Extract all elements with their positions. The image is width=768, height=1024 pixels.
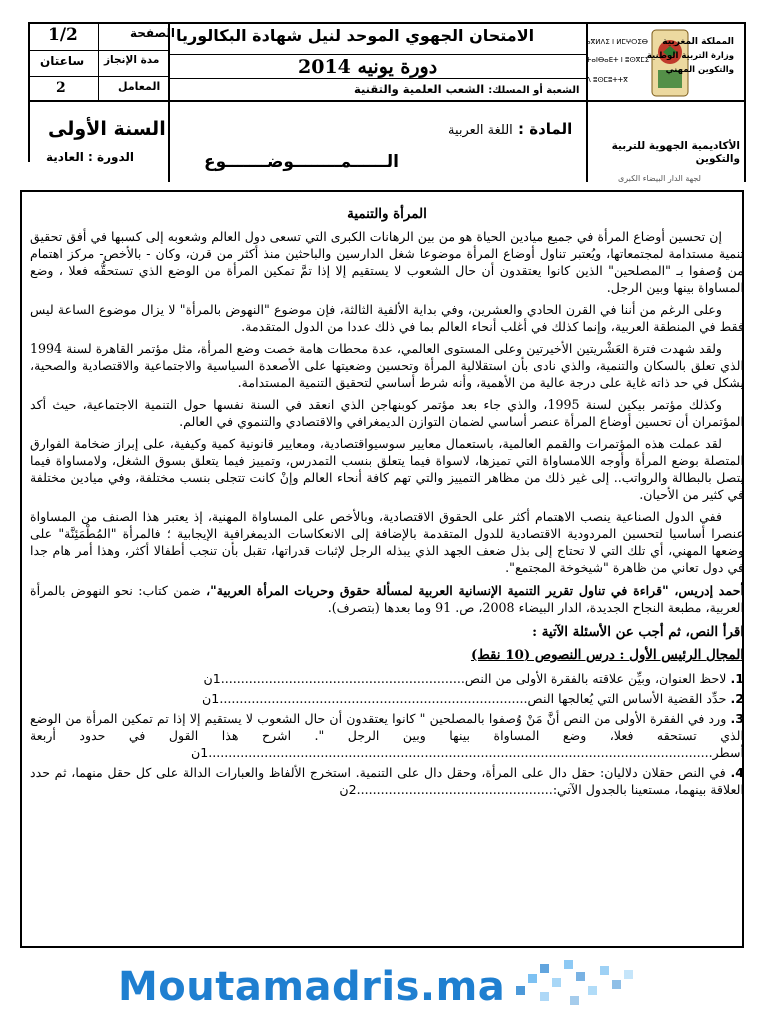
branch-value: الشعب العلمية والتقنية <box>354 82 485 96</box>
year-label: السنة الأولى <box>48 118 166 140</box>
coef-value: 2 <box>56 80 66 96</box>
page-label: الصفحة <box>130 26 176 40</box>
header-divider <box>168 54 586 55</box>
duration-label: مدة الإنجاز <box>104 54 160 66</box>
text-paragraph-6: ففي الدول الصناعية ينصب الاهتمام أكثر على الحقوق الاقتصادية، وبالأخص على المساواة المهنية، إذ يعتبر هذا الصنف من المساواة عنصرا أساسيا لتحسين المردودية الاقتصادية للدول المتقدمة بالإضافة إلى الانعكاسات الديمغرافية الإيجابية ؛ فالمرأة "المُطْمَئِنَّة" على وضعها المهني، أي تلك التي لا تحتاج إلى بذل ضعف الجهد الذي يبذله الرجل لإثبات قدراتها، تقبل بأن تنجب أطفالا أكثر، وهذا أمر هام جدا في دول تعاني من ظاهرة "شيخوخة المجتمع". <box>30 509 744 575</box>
duration-value: ساعتان <box>40 54 85 68</box>
branch-info <box>354 82 579 96</box>
coef-label: المعامل <box>118 80 161 93</box>
text-title: المرأة والتنمية <box>347 206 427 222</box>
exam-content <box>30 206 744 801</box>
svg-text:ⴰⴳⵍⴷⵉ ⵏ ⵍⵎⵖⵔⵉⴱ: ⴰⴳⵍⴷⵉ ⵏ ⵍⵎⵖⵔⵉⴱ <box>586 38 648 46</box>
question-3: 3. ورد في الفقرة الأولى من النص أنَّ مَنْ وُصفوا بالمصلحين " كانوا يعتقدون أن حال الشعوب لا يستقيم إلا إذا تم تمكين المرأة من الوضع الذي تستحقه فعلا، وضع المساواة بينها وبين الرجل ". اشرح هذا القول في حدود أربعة أسطر..............................................................................................................................1ن <box>30 711 744 760</box>
svg-text:ⵜⴰⵏⴱⴰⴹⵜ ⵏ ⵓⵙⴳⵎⵉ: ⵜⴰⵏⴱⴰⴹⵜ ⵏ ⵓⵙⴳⵎⵉ <box>586 56 650 64</box>
field-heading: المجال الرئيس الأول : درس النصوص (10 نقط) <box>470 647 744 663</box>
reference-details: ضمن كتاب: نحو النهوض بالمرأة العربية، مطبعة النجاح الجديدة، الدار البيضاء 2008، ص. 91 وما بعدها (بتصرف). <box>30 583 744 615</box>
branch-label: الشعبة أو المسلك: <box>488 85 580 96</box>
text-paragraph-1: إن تحسين أوضاع المرأة في جميع ميادين الحياة هو من بين الرهانات الكبرى التي تسعى دول العالم وشعوبه إلى كسبها في أفق تحقيق تنمية مستدامة لمجتمعاتها، ويُعتبر تناول أوضاع المرأة موضوعا شغل الدارسين والباحثين منذ أكثر من قرن، وكان - بالأخص- مركز اهتمام من وُصفوا بـ "المصلحين" الذين كانوا يعتقدون أن حال الشعوب لا يستقيم إلا إذا تمَّ تمكين المرأة من الوضع الذي تستحقُّه فعلا ، وضع المساواة بينها وبين الرجل. <box>30 229 744 295</box>
header-right-border <box>744 22 746 182</box>
question-4: 4. في النص حقلان دلاليان: حقل دال على المرأة، وحقل دال على التنمية. استخرج الألفاظ والعبارات الدالة على كل حقل منهما، ثم حدد العلاقة بينهما، مستعينا بالجدول الآتي:.................................................2ن <box>30 765 744 797</box>
question-points: 2ن <box>339 782 357 797</box>
ministry-logo <box>582 26 738 114</box>
svg-text:وزارة التربية الوطنية: وزارة التربية الوطنية <box>646 51 734 61</box>
text-paragraph-3: ولقد شهدت فترة العَشْريتين الأخيرتين وعلى المستوى العالمي، عدة محطات هامة خصت وضع المرأة، مثل مؤتمر القاهرة لسنة 1994 الذي تعلق بالسكان والتنمية، والذي نادى بأن استقلالية المرأة وتحسين وضعيتها على الأصعدة السياسية والاجتماعية والاقتصادية والصحية، يشكل في حد ذاته غاية على درجة عالية من الأهمية، وأنه شرط أساسي لتحقيق التنمية المستدامة. <box>30 341 744 390</box>
question-points: 1ن <box>202 691 220 706</box>
ministry-emblem-icon <box>582 26 738 114</box>
brand-text: Moutamadris.ma <box>118 964 506 1010</box>
header-divider <box>168 78 586 79</box>
page-value: 1/2 <box>48 25 78 45</box>
text-reference <box>30 582 744 616</box>
reference-author: أحمد إدريس، "قراءة في تناول تقرير التنمية الإنسانية العربية لمسألة حقوق وحريات المرأة العربية"، <box>206 583 744 598</box>
text-paragraph-4: وكذلك مؤتمر بيكين لسنة 1995، والذي جاء بعد مؤتمر كوبنهاجن الذي انعقد في السنة نفسها حول التنمية الاجتماعية، حيث أكد المؤتمران أن تحسين أوضاع المرأة عنصر أساسي لضمان التوازن الديمغرافي والاقتصادي والتنموي في العالم. <box>30 397 744 429</box>
svg-text:المملكة المغربية: المملكة المغربية <box>662 37 734 47</box>
question-2: 2. حدِّد القضية الأساس التي يُعالجها النص.............................................................................1ن <box>202 691 744 706</box>
subject-label: المادة : <box>518 120 573 138</box>
academy-name: الأكاديمية الجهوية للتربية والتكوين <box>611 140 740 165</box>
exam-session: دورة يونيه 2014 <box>298 56 438 78</box>
exam-title: الامتحان الجهوي الموحد لنيل شهادة البكالوريا <box>176 26 535 45</box>
pixel-decoration-icon <box>510 956 640 1016</box>
header-divider <box>168 22 170 182</box>
instruction-line: اقرأ النص، ثم أجب عن الأسئلة الآتية : <box>532 624 744 640</box>
header-divider <box>28 76 168 77</box>
header-divider <box>98 22 99 100</box>
site-watermark[interactable] <box>118 964 638 1020</box>
svg-text:ⴷ ⵓⵙⵎⵓⵜⵜⴳ: ⴷ ⵓⵙⵎⵓⵜⵜⴳ <box>586 76 628 84</box>
question-1: 1. لاحظ العنوان، وبيِّن علاقته بالفقرة الأولى من النص.............................................................1ن <box>203 671 744 686</box>
session-type: الدورة : العادية <box>46 150 134 164</box>
svg-text:والتكوين المهني: والتكوين المهني <box>665 65 734 75</box>
subject-value: اللغة العربية <box>448 123 513 138</box>
subject-line <box>448 120 572 138</box>
header-left-border <box>28 22 30 162</box>
header-divider <box>28 50 168 51</box>
question-points: 1ن <box>203 671 221 686</box>
question-points: 1ن <box>191 745 209 760</box>
topic-heading: الــــــمــــــــوضـــــــوع <box>204 152 399 172</box>
academy-region: لجهة الدار البيضاء الكبرى <box>618 174 701 183</box>
header-top-border <box>28 22 744 24</box>
text-paragraph-5: لقد عملت هذه المؤتمرات والقمم العالمية، باستعمال معايير سوسيواقتصادية، ومعايير قانونية كمية وكيفية، على إبراز ضخامة الفوارق المتصلة بوضع المرأة وأوجه اللامساواة التي تميزها، لاسواة فيما يتعلق بنسب التمدرس، وتمييز فيما يتعلق بسوق الشغل، ولامساواة فيما يتصل بالبطالة والرواتب.. إلى غير ذلك من مظاهر التمييز والتي تهم كافة أنحاء العالم وإنْ كانت تتجلى بنسب مختلفة، وفي ميادين مختلفة في كثير من الأحيان. <box>30 436 744 502</box>
text-paragraph-2: وعلى الرغم من أننا في القرن الحادي والعشرين، وفي بداية الألفية الثالثة، فإن موضوع "النهوض بالمرأة" لا يزال موضوع الساعة ليس فقط في المنطقة العربية، وإنما كذلك في أغلب أنحاء العالم بما في ذلك عددا من الدول المتقدمة. <box>30 302 744 334</box>
